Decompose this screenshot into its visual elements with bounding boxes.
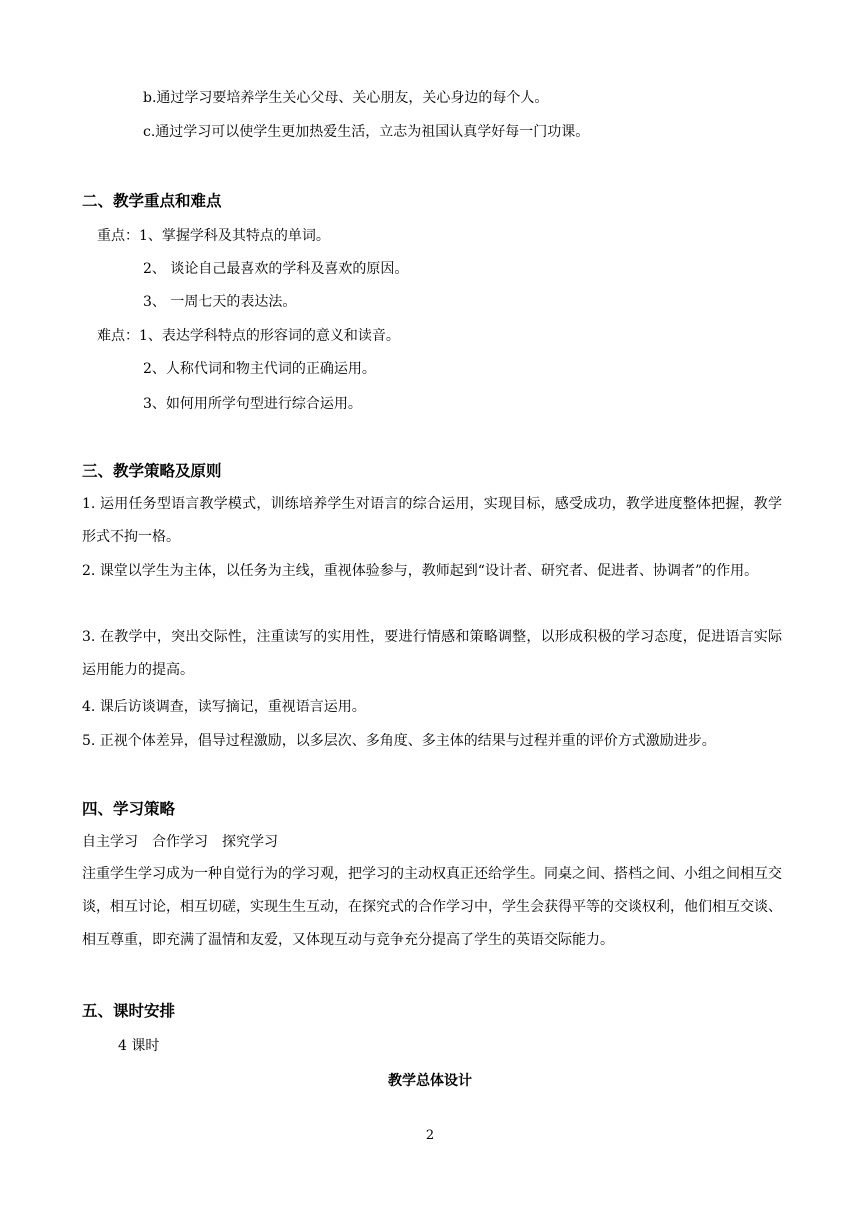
objective-b: b.通过学习要培养学生关心父母、关心朋友，关心身边的每个人。 <box>143 90 549 106</box>
key-point-3: 3、 一周七天的表达法。 <box>143 294 297 310</box>
strategy-item-3: 3. 在教学中，突出交际性，注重读写的实用性，要进行情感和策略调整，以形成积极的学习态度，促进语言实际运用能力的提高。 <box>82 629 782 678</box>
objective-c: c.通过学习可以使学生更加热爱生活，立志为祖国认真学好每一门功课。 <box>143 124 590 140</box>
overall-design-title: 教学总体设计 <box>388 1073 472 1089</box>
difficult-point-2: 2、人称代词和物主代词的正确运用。 <box>143 361 376 377</box>
strategy-item-1: 1. 运用任务型语言教学模式，训练培养学生对语言的综合运用，实现目标，感受成功，教学进度整体把握，教学形式不拘一格。 <box>82 496 782 545</box>
learning-methods: 自主学习 合作学习 探究学习 <box>82 834 278 850</box>
page-number: 2 <box>425 1128 435 1143</box>
strategy-item-5: 5. 正视个体差异，倡导过程激励，以多层次、多角度、多主体的结果与过程并重的评价方式激励进步。 <box>82 733 716 749</box>
section-2-title: 二、教学重点和难点 <box>82 192 222 210</box>
class-hours: 4 课时 <box>118 1038 160 1054</box>
strategy-item-2: 2. 课堂以学生为主体，以任务为主线，重视体验参与，教师起到“设计者、研究者、促进者、协调者”的作用。 <box>82 563 759 579</box>
difficult-point-1: 难点：1、表达学科特点的形容词的意义和读音。 <box>97 328 400 344</box>
key-point-1: 重点：1、掌握学科及其特点的单词。 <box>97 228 330 244</box>
section-3-title: 三、教学策略及原则 <box>82 462 222 480</box>
section-5-title: 五、课时安排 <box>82 1002 176 1020</box>
section-4-title: 四、学习策略 <box>82 800 176 818</box>
learning-strategy-paragraph: 注重学生学习成为一种自觉行为的学习观，把学习的主动权真正还给学生。同桌之间、搭档之间、小组之间相互交谈，相互讨论，相互切磋，实现生生互动，在探究式的合作学习中，学生会获得平等的交谈权利，他们相互交谈、相互尊重，即充满了温情和友爱，又体现互动与竞争充分提高了学生的英语交际能力。 <box>82 866 782 948</box>
strategy-item-4: 4. 课后访谈调查，读写摘记，重视语言运用。 <box>82 699 366 715</box>
difficult-point-3: 3、如何用所学句型进行综合运用。 <box>143 396 362 412</box>
key-point-2: 2、 谈论自己最喜欢的学科及喜欢的原因。 <box>143 261 409 277</box>
